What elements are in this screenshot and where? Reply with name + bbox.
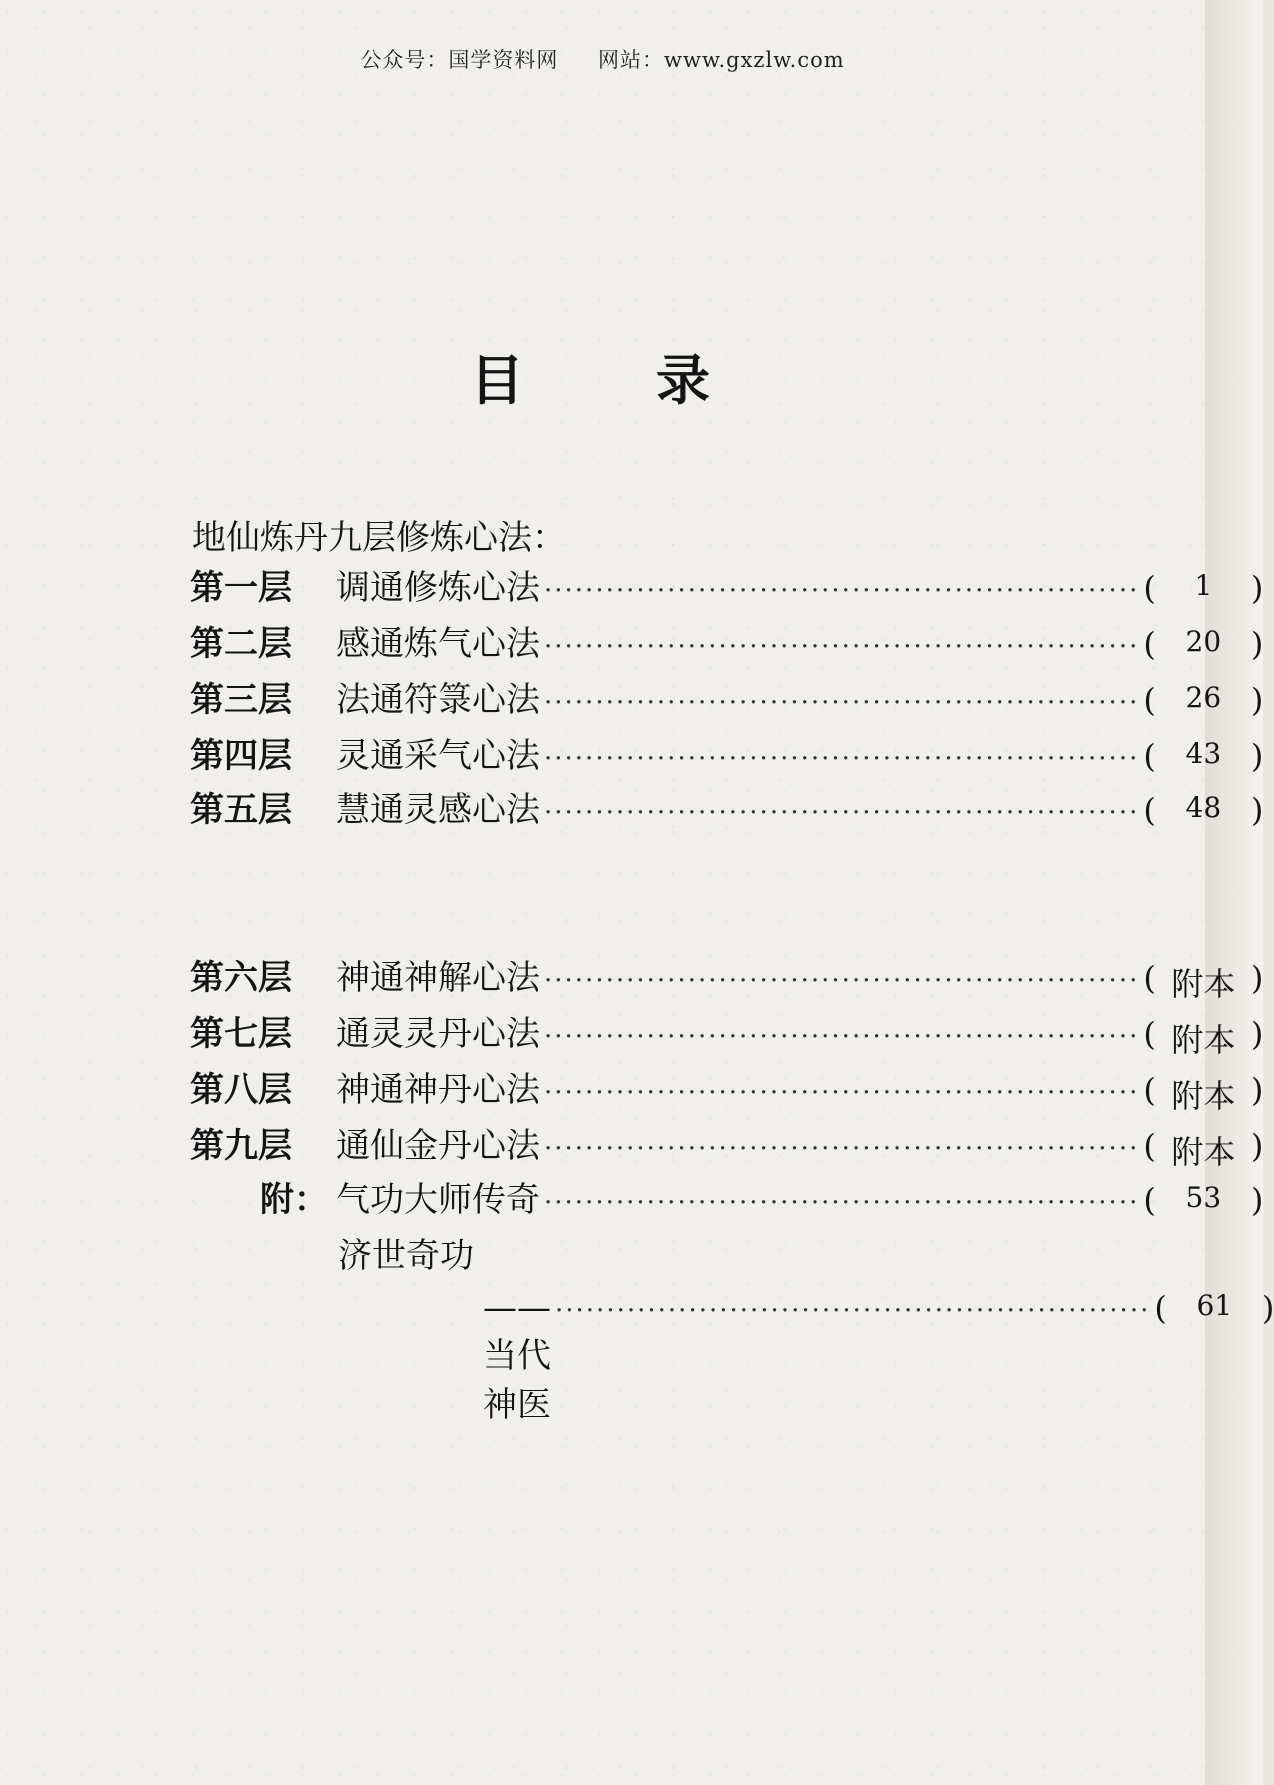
toc-entry-label: 第二层 xyxy=(190,624,292,664)
toc-entry-name: 通灵灵丹心法 xyxy=(336,1014,540,1054)
toc-leader: ·························································· xyxy=(555,1296,1151,1326)
toc-leader: ·························································· xyxy=(544,1078,1140,1108)
toc-entry-name: 慧通灵感心法 xyxy=(336,790,540,830)
toc-page-ref: ( 48 ) xyxy=(1143,791,1264,829)
toc-entry-label: 第四层 xyxy=(190,736,292,776)
toc-entry-name: 通仙金丹心法 xyxy=(336,1126,540,1166)
toc-leader: ·························································· xyxy=(544,632,1140,662)
toc-entry-name: 神通神丹心法 xyxy=(336,1070,540,1110)
toc-page-number: 20 xyxy=(1185,625,1222,658)
toc-page-ref: ( 附本 ) xyxy=(1143,959,1264,1003)
toc-page-ref: ( 61 ) xyxy=(1154,1289,1274,1327)
toc-page-number: 附本 xyxy=(1171,1077,1236,1115)
toc-page-ref: ( 附本 ) xyxy=(1143,1127,1264,1171)
toc-entry-label: 第九层 xyxy=(190,1126,292,1166)
toc-leader: ·························································· xyxy=(544,1134,1140,1164)
toc-page-number: 61 xyxy=(1196,1289,1233,1322)
toc-page-number: 53 xyxy=(1185,1181,1222,1214)
toc-entry xyxy=(190,782,1264,830)
toc-entry xyxy=(190,1006,1264,1059)
toc-entry xyxy=(190,1062,1264,1115)
toc-leader: ·························································· xyxy=(544,798,1140,828)
toc-entry xyxy=(190,728,1264,776)
toc-leader: ·························································· xyxy=(544,1188,1140,1218)
toc-entry-name: 调通修炼心法 xyxy=(336,568,540,608)
toc-page-ref: ( 1 ) xyxy=(1143,569,1264,607)
toc-entry-label: 第六层 xyxy=(190,958,292,998)
toc-entry xyxy=(190,616,1264,664)
toc-entry xyxy=(190,560,1264,608)
title-char-1: 目 xyxy=(470,348,524,412)
toc-entry xyxy=(190,672,1264,720)
title-char-2: 录 xyxy=(656,348,710,412)
toc-entry xyxy=(190,1118,1264,1171)
toc-leader: ·························································· xyxy=(544,744,1140,774)
toc-leader: ·························································· xyxy=(544,1022,1140,1052)
page-header xyxy=(0,44,1205,74)
toc-entry-name: 感通炼气心法 xyxy=(336,624,540,664)
toc-page-number: 43 xyxy=(1185,737,1222,770)
toc-sub-entry-name: 济世奇功 xyxy=(338,1236,474,1276)
toc-sub-entry xyxy=(483,1288,1274,1425)
toc-page-ref: ( 附本 ) xyxy=(1143,1015,1264,1059)
toc-entry-label: 第一层 xyxy=(190,568,292,608)
toc-entry-label: 第五层 xyxy=(190,790,292,830)
toc-entry-name: 神通神解心法 xyxy=(336,958,540,998)
page-title xyxy=(470,338,710,415)
toc-page-number: 附本 xyxy=(1171,1133,1236,1171)
toc-entry-name: 法通符箓心法 xyxy=(336,680,540,720)
toc-page-number: 1 xyxy=(1194,569,1213,602)
toc-entry-label: 第八层 xyxy=(190,1070,292,1110)
section-title: 地仙炼丹九层修炼心法： xyxy=(192,518,566,558)
toc-entry-label: 第三层 xyxy=(190,680,292,720)
header-website: 网站：www.gxzlw.com xyxy=(598,48,845,72)
header-wechat: 公众号：国学资料网 xyxy=(360,48,559,72)
toc-entry xyxy=(190,1172,1264,1220)
toc-page-ref: ( 26 ) xyxy=(1143,681,1264,719)
toc-entry-label: 附： xyxy=(260,1180,328,1220)
toc-sub-entry-subtitle: ——当代神医 xyxy=(483,1288,551,1425)
page-edge xyxy=(1205,0,1263,1785)
toc-page-number: 26 xyxy=(1185,681,1222,714)
toc-page-ref: ( 20 ) xyxy=(1143,625,1264,663)
toc-leader: ·························································· xyxy=(544,576,1140,606)
toc-entry xyxy=(190,950,1264,1003)
toc-leader: ·························································· xyxy=(544,688,1140,718)
toc-entry-name: 灵通采气心法 xyxy=(336,736,540,776)
toc-page-number: 48 xyxy=(1185,791,1222,824)
toc-page-ref: ( 43 ) xyxy=(1143,737,1264,775)
toc-entry-label: 第七层 xyxy=(190,1014,292,1054)
toc-page-ref: ( 附本 ) xyxy=(1143,1071,1264,1115)
toc-page-ref: ( 53 ) xyxy=(1143,1181,1264,1219)
toc-entry-name: 气功大师传奇 xyxy=(336,1180,540,1220)
toc-page-number: 附本 xyxy=(1171,1021,1236,1059)
toc-leader: ·························································· xyxy=(544,966,1140,996)
toc-page-number: 附本 xyxy=(1171,965,1236,1003)
